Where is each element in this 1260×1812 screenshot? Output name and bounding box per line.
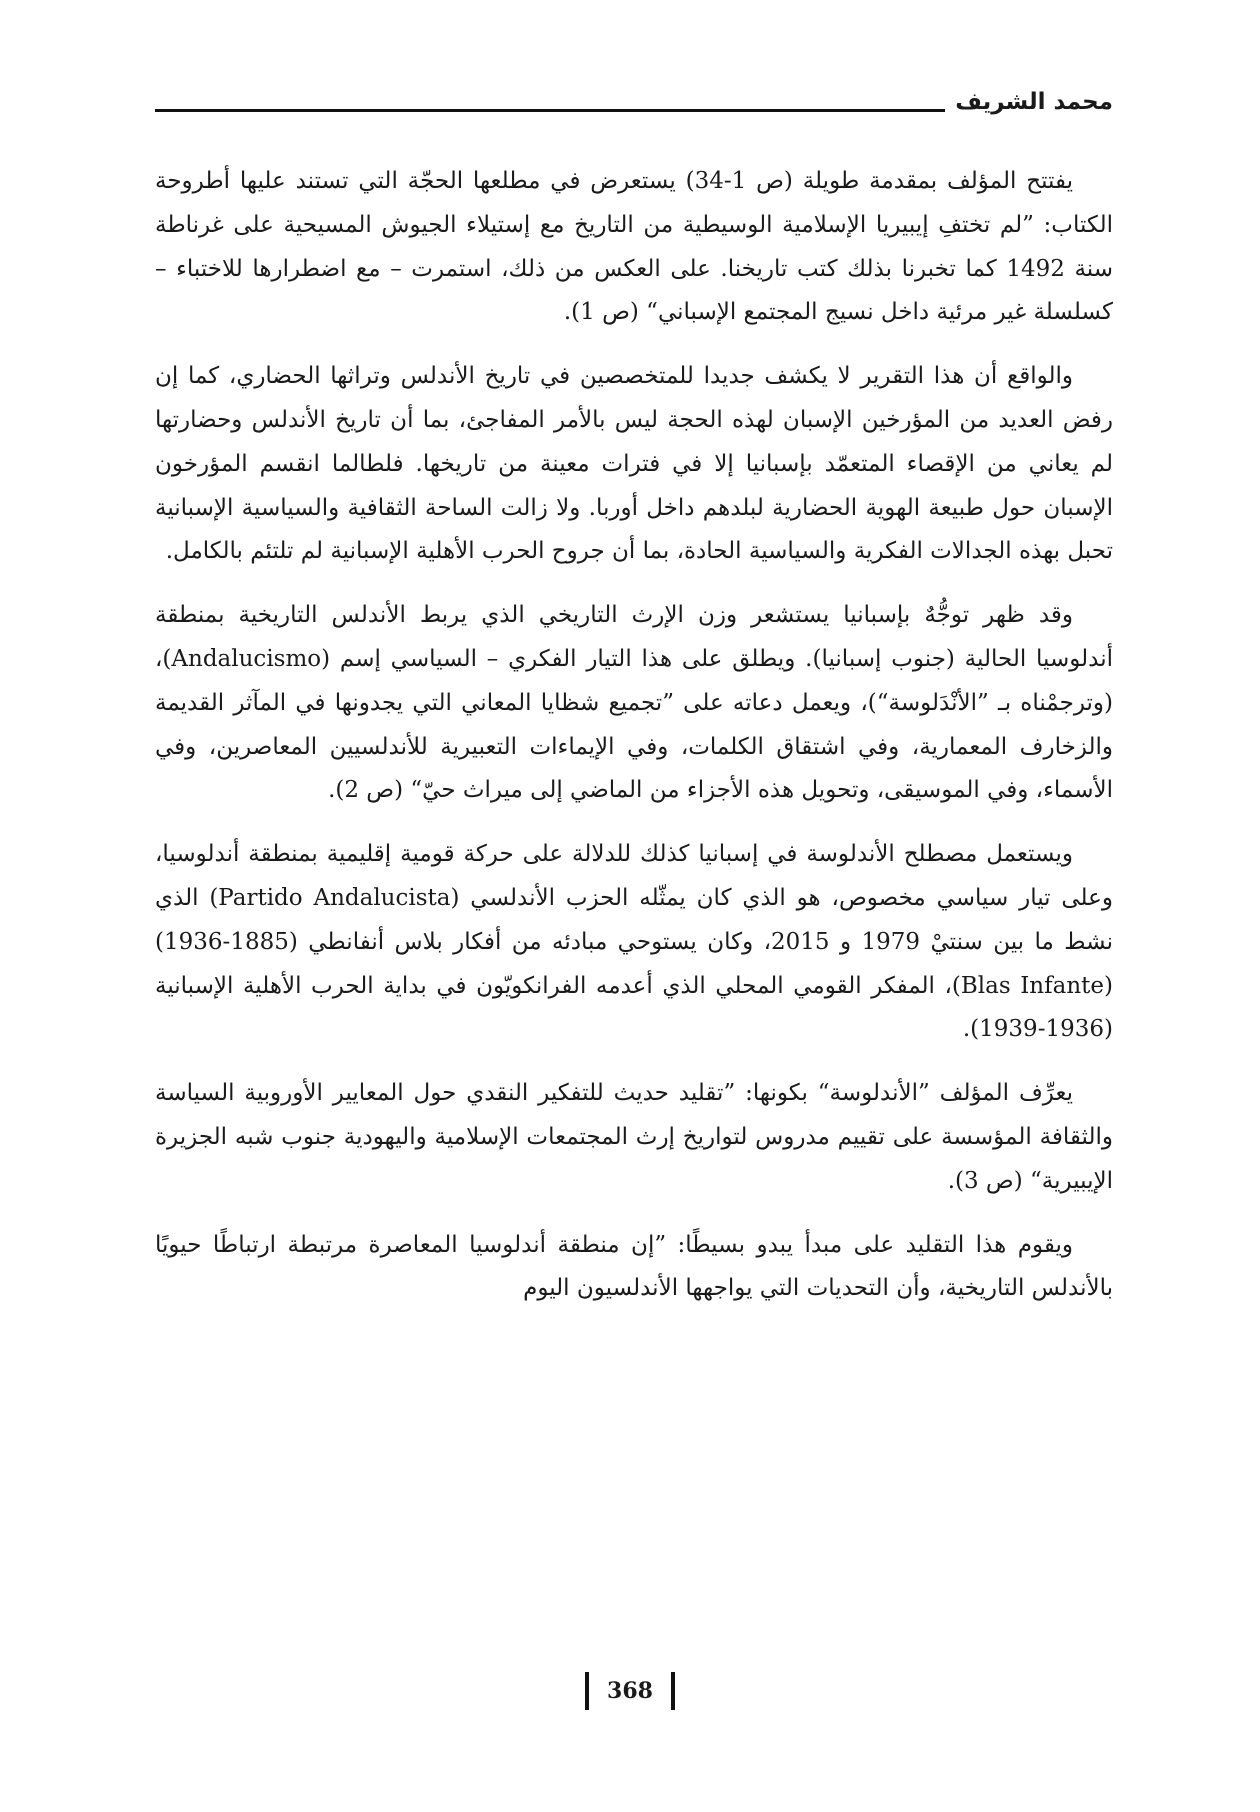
article-body [155,160,1113,1311]
page-number: 368 [607,1678,653,1704]
paragraph: ويقوم هذا التقليد على مبدأ يبدو بسيطًا: ”إن منطقة أندلوسيا المعاصرة مرتبطة ارتباطًا حيويًا بالأندلس التاريخية، وأن التحديات التي يواجهها الأندلسيون اليوم [155,1231,1113,1302]
paragraph: يفتتح المؤلف بمقدمة طويلة (ص 1-34) يستعرض في مطلعها الحجّة التي تستند عليها أطروحة الكتاب: ”لم تختفِ إيبيريا الإسلامية الوسيطية من التاريخ مع إستيلاء الجيوش المسيحية على غرناطة سنة 1492 كما تخبرنا بذلك كتب تاريخنا. على العكس من ذلك، استمرت – مع اضطرارها للاختباء – كسلسلة غير مرئية داخل نسيج المجتمع الإسباني“ (ص 1). [155,168,1113,326]
paragraph: وقد ظهر توجُّهٌ بإسبانيا يستشعر وزن الإرث التاريخي الذي يربط الأندلس التاريخية بمنطقة أندلوسيا الحالية (جنوب إسبانيا). ويطلق على هذا التيار الفكري – السياسي إسم (Andalucismo)، (وترجمْناه بـ ”الأنْدَلوسة“)، ويعمل دعاته على ”تجميع شظايا المعاني التي يجدونها في المآثر القديمة والزخارف المعمارية، وفي اشتقاق الكلمات، وفي الإيماءات التعبيرية للأندلسيين المعاصرين، وفي الأسماء، وفي الموسيقى، وتحويل هذه الأجزاء من الماضي إلى ميراث حيّ“ (ص 2). [155,602,1113,804]
footer-bar-left [585,1672,589,1710]
running-header [155,88,1113,116]
paragraph: والواقع أن هذا التقرير لا يكشف جديدا للمتخصصين في تاريخ الأندلس وتراثها الحضاري، كما إن رفض العديد من المؤرخين الإسبان لهذه الحجة ليس بالأمر المفاجئ، بما أن تاريخ الأندلس وحضارتها لم يعاني من الإقصاء المتعمّد بإسبانيا إلا في فترات معينة من تاريخها. فلطالما انقسم المؤرخون الإسبان حول طبيعة الهوية الحضارية لبلدهم داخل أوربا. ولا زالت الساحة الثقافية والسياسية الإسبانية تحبل بهذه الجدالات الفكرية والسياسية الحادة، بما أن جروح الحرب الأهلية الإسبانية لم تلتئم بالكامل. [155,363,1113,565]
header-rule [155,109,945,112]
paragraph: ويستعمل مصطلح الأندلوسة في إسبانيا كذلك للدلالة على حركة قومية إقليمية بمنطقة أندلوسيا، وعلى تيار سياسي مخصوص، هو الذي كان يمثّله الحزب الأندلسي (Partido Andalucista) الذي نشط ما بين سنتيْ 1979 و 2015، وكان يستوحي مبادئه من أفكار بلاس أنفانطي (1885-1936) (Blas Infante)، المفكر القومي المحلي الذي أعدمه الفرانكويّون في بداية الحرب الأهلية الإسبانية (1936-1939). [155,841,1114,1043]
page-footer [0,1672,1260,1710]
paragraph: يعرِّف المؤلف ”الأندلوسة“ بكونها: ”تقليد حديث للتفكير النقدي حول المعايير الأوروبية السياسة والثقافة المؤسسة على تقييم مدروس لتواريخ إرث المجتمعات الإسلامية واليهودية جنوب شبه الجزيرة الإيبيرية“ (ص 3). [155,1080,1113,1194]
header-author: محمد الشريف [955,89,1113,115]
footer-bar-right [671,1672,675,1710]
